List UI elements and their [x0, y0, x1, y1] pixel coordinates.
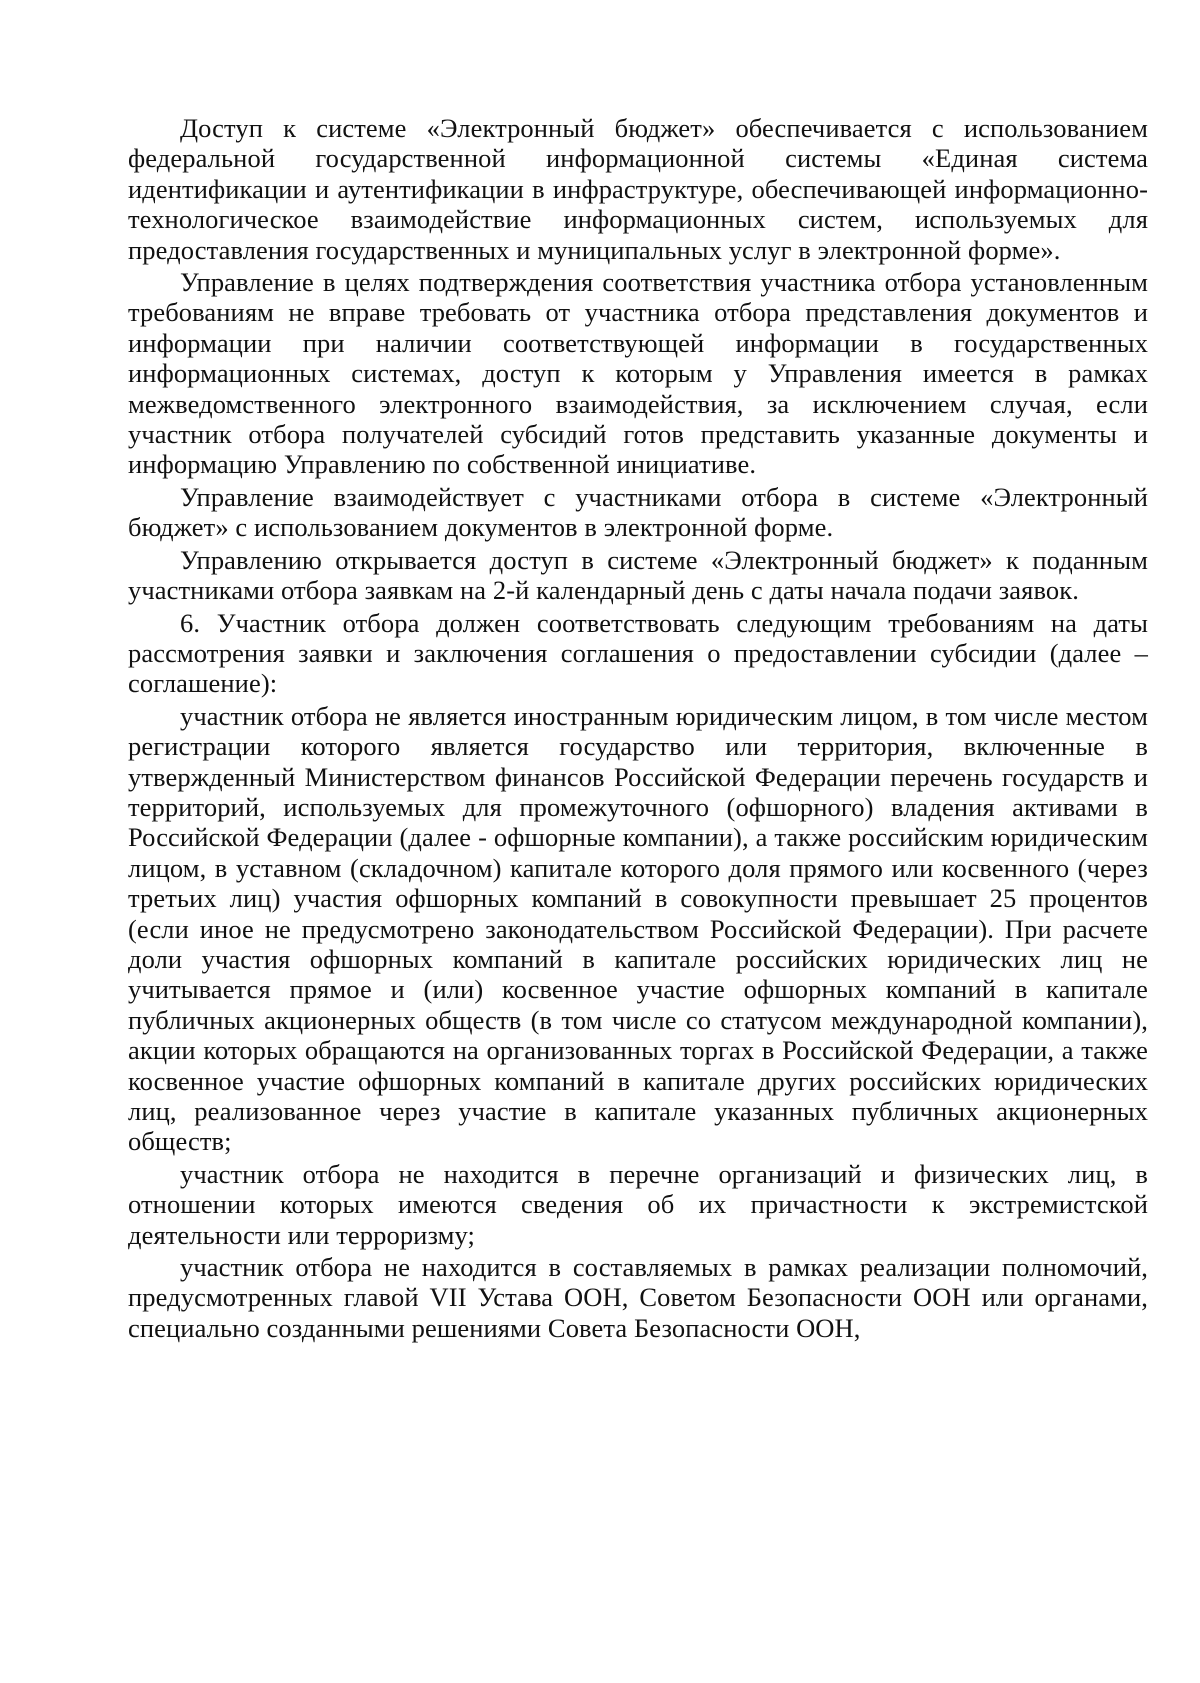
paragraph-electronic-budget-access: Доступ к системе «Электронный бюджет» обеспечивается с использованием федеральной государственной информационной системы «Единая система идентификации и аутентификации в инфраструктуре, обеспечивающей информационно-технологическое взаимодействие информационных систем, используемых для предоставления государственных и муниципальных услуг в электронной форме».: [128, 113, 1148, 265]
paragraph-un-sanctions-requirement: участник отбора не находится в составляемых в рамках реализации полномочий, предусмотренных главой VII Устава ООН, Советом Безопасности ООН или органами, специально созданными решениями Совета Безопасности ООН,: [128, 1252, 1148, 1343]
paragraph-offshore-requirement: участник отбора не является иностранным юридическим лицом, в том числе местом регистрации которого является государство или территория, включенные в утвержденный Министерством финансов Российской Федерации перечень государств и территорий, используемых для промежуточного (офшорного) владения активами в Российской Федерации (далее - офшорные компании), а также российским юридическим лицом, в уставном (складочном) капитале которого доля прямого или косвенного (через третьих лиц) участия офшорных компаний в совокупности превышает 25 процентов (если иное не предусмотрено законодательством Российской Федерации). При расчете доли участия офшорных компаний в капитале российских юридических лиц не учитывается прямое и (или) косвенное участие офшорных компаний в капитале публичных акционерных обществ (в том числе со статусом международной компании), акции которых обращаются на организованных торгах в Российской Федерации, а также косвенное участие офшорных компаний в капитале других российских юридических лиц, реализованное через участие в капитале указанных публичных акционерных обществ;: [128, 700, 1148, 1157]
paragraph-section-6: 6. Участник отбора должен соответствовать следующим требованиям на даты рассмотрения заявки и заключения соглашения о предоставлении субсидии (далее – соглашение):: [128, 607, 1148, 699]
paragraph-access-to-applications: Управлению открывается доступ в системе «Электронный бюджет» к поданным участниками отбора заявкам на 2-й календарный день с даты начала подачи заявок.: [128, 544, 1148, 606]
paragraph-document-requirements: Управление в целях подтверждения соответствия участника отбора установленным требованиям не вправе требовать от участника отбора представления документов и информации при наличии соответствующей информации в государственных информационных системах, доступ к которым у Управления имеется в рамках межведомственного электронного взаимодействия, за исключением случая, если участник отбора получателей субсидий готов представить указанные документы и информацию Управлению по собственной инициативе.: [128, 267, 1148, 480]
paragraph-extremism-requirement: участник отбора не находится в перечне организаций и физических лиц, в отношении которых имеются сведения об их причастности к экстремистской деятельности или терроризму;: [128, 1158, 1148, 1250]
paragraph-interaction: Управление взаимодействует с участниками отбора в системе «Электронный бюджет» с использованием документов в электронной форме.: [128, 481, 1148, 543]
